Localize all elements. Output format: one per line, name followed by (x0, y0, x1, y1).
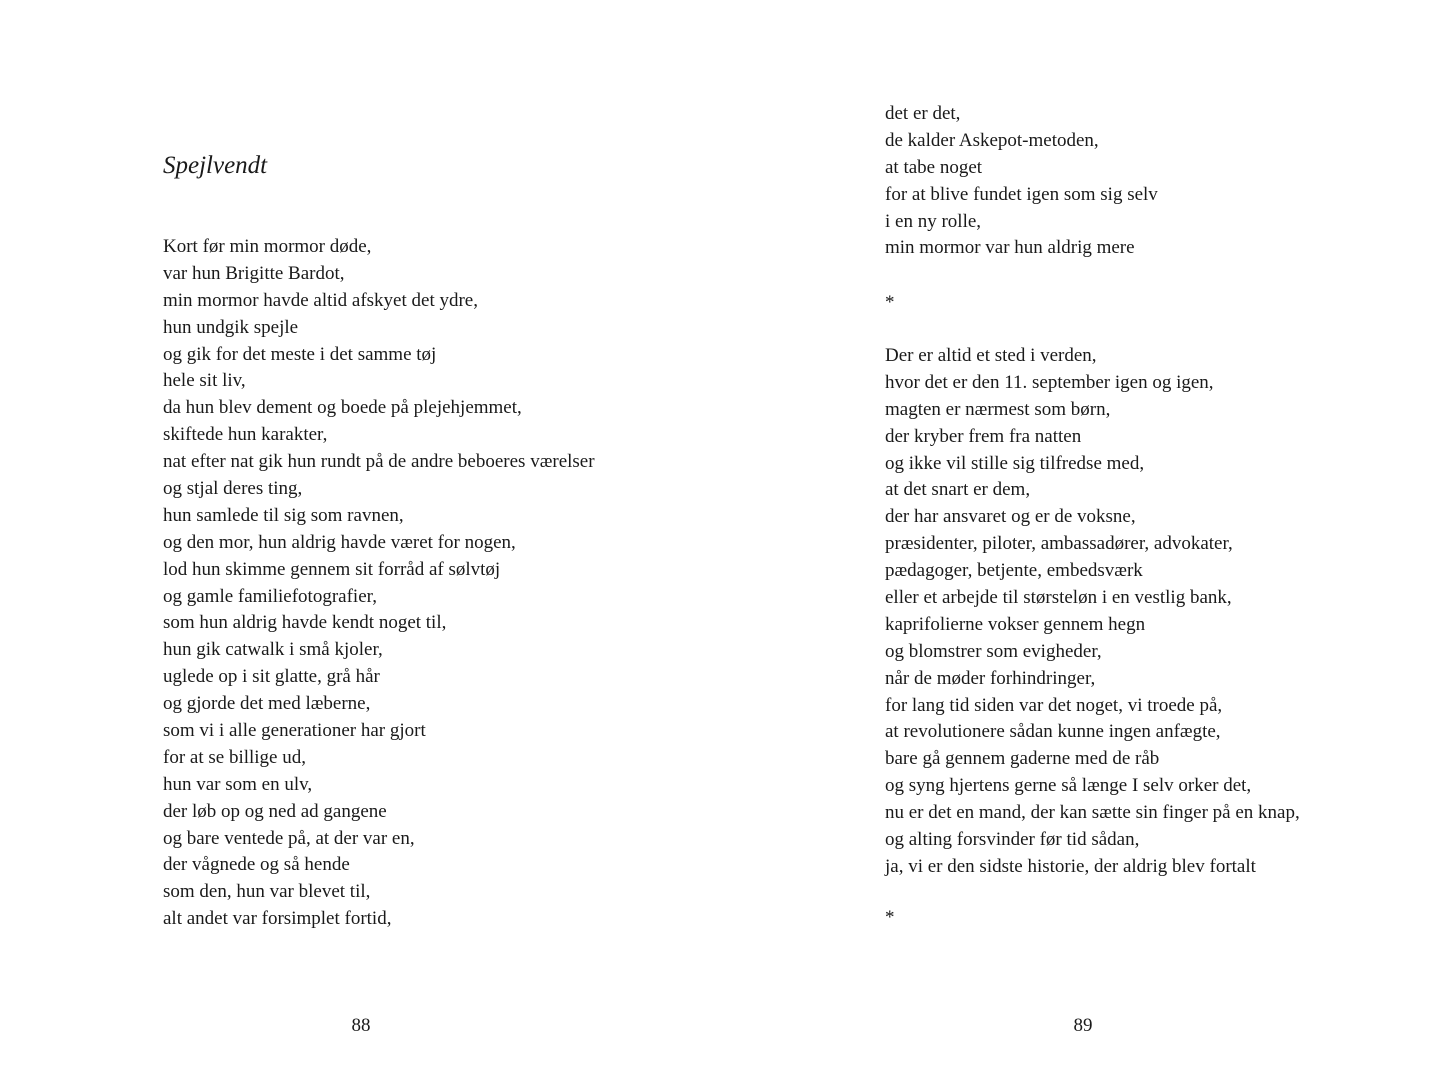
poem-line: og alting forsvinder før tid sådan, (885, 829, 1140, 851)
poem-line: de kalder Askepot-metoden, (885, 129, 1099, 151)
poem-line: og den mor, hun aldrig havde været for nogen, (163, 531, 516, 553)
poem-line: det er det, (885, 103, 961, 124)
poem-line: og bare ventede på, at der var en, (163, 827, 415, 849)
poem-line: der kryber frem fra natten (885, 425, 1082, 447)
poem-line: Der er altid et sted i verden, (885, 345, 1097, 366)
section-separator-1: * (885, 292, 895, 313)
poem-line: hun gik catwalk i små kjoler, (163, 639, 383, 661)
poem-line: der har ansvaret og er de voksne, (885, 506, 1136, 528)
left-stanza (163, 234, 595, 933)
poem-line: hun undgik spejle (163, 316, 299, 338)
poem-line: ja, vi er den sidste historie, der aldrig blev fortalt (885, 855, 1256, 877)
poem-line: lod hun skimme gennem sit forråd af sølvtøj (163, 558, 501, 580)
poem-line: for lang tid siden var det noget, vi troede på, (885, 694, 1223, 716)
poem-line: og blomstrer som evigheder, (885, 640, 1102, 662)
poem-line: og stjal deres ting, (163, 478, 303, 500)
left-page (0, 0, 722, 1087)
poem-line: skiftede hun karakter, (163, 424, 328, 446)
poem-line: der løb op og ned ad gangene (163, 800, 387, 822)
poem-line: eller et arbejde til størsteløn i en vestlig bank, (885, 587, 1232, 609)
poem-line: og ikke vil stille sig tilfredse med, (885, 452, 1145, 474)
poem-line: Kort før min mormor døde, (163, 236, 372, 257)
poem-line: nu er det en mand, der kan sætte sin finger på en knap, (885, 802, 1300, 824)
poem-line: min mormor var hun aldrig mere (885, 237, 1135, 259)
poem-line: kaprifolierne vokser gennem hegn (885, 613, 1146, 635)
poem-line: var hun Brigitte Bardot, (163, 262, 345, 284)
poem-line: som den, hun var blevet til, (163, 881, 371, 903)
poem-line: at revolutionere sådan kunne ingen anfægte, (885, 721, 1221, 743)
poem-line: der vågnede og så hende (163, 854, 350, 876)
poem-line: for at se billige ud, (163, 746, 306, 768)
poem-line: uglede op i sit glatte, grå hår (163, 666, 380, 688)
poem-line: at det snart er dem, (885, 479, 1031, 501)
poem-line: som vi i alle generationer har gjort (163, 720, 426, 742)
poem-line: og gik for det meste i det samme tøj (163, 343, 437, 365)
poem-line: og gjorde det med læberne, (163, 693, 371, 715)
poem-line: da hun blev dement og boede på plejehjemmet, (163, 397, 522, 419)
page-number-left: 88 (351, 1015, 371, 1036)
poem-line: nat efter nat gik hun rundt på de andre beboeres værelser (163, 451, 595, 473)
right-stanza-2 (885, 343, 1300, 881)
poem-line: min mormor havde altid afskyet det ydre, (163, 289, 478, 311)
poem-line: hvor det er den 11. september igen og igen, (885, 371, 1214, 393)
poem-line: hun var som en ulv, (163, 773, 313, 795)
page-number-right: 89 (1073, 1015, 1093, 1036)
poem-line: bare gå gennem gaderne med de råb (885, 748, 1160, 770)
right-page (722, 0, 1444, 1087)
section-separator-2: * (885, 907, 895, 928)
poem-line: alt andet var forsimplet fortid, (163, 908, 392, 930)
poem-line: at tabe noget (885, 156, 983, 178)
poem-line: pædagoger, betjente, embedsværk (885, 560, 1143, 582)
right-stanza-1 (885, 101, 1158, 262)
poem-line: og gamle familiefotografier, (163, 585, 377, 607)
poem-line: i en ny rolle, (885, 210, 982, 232)
poem-line: hun samlede til sig som ravnen, (163, 504, 404, 526)
poem-line: præsidenter, piloter, ambassadører, advokater, (885, 533, 1233, 555)
poem-title: Spejlvendt (163, 152, 268, 179)
poem-line: som hun aldrig havde kendt noget til, (163, 612, 447, 634)
poem-line: for at blive fundet igen som sig selv (885, 183, 1158, 205)
poem-line: og syng hjertens gerne så længe I selv orker det, (885, 775, 1252, 797)
poem-line: hele sit liv, (163, 370, 246, 392)
poem-line: når de møder forhindringer, (885, 667, 1096, 689)
poem-line: magten er nærmest som børn, (885, 398, 1111, 420)
